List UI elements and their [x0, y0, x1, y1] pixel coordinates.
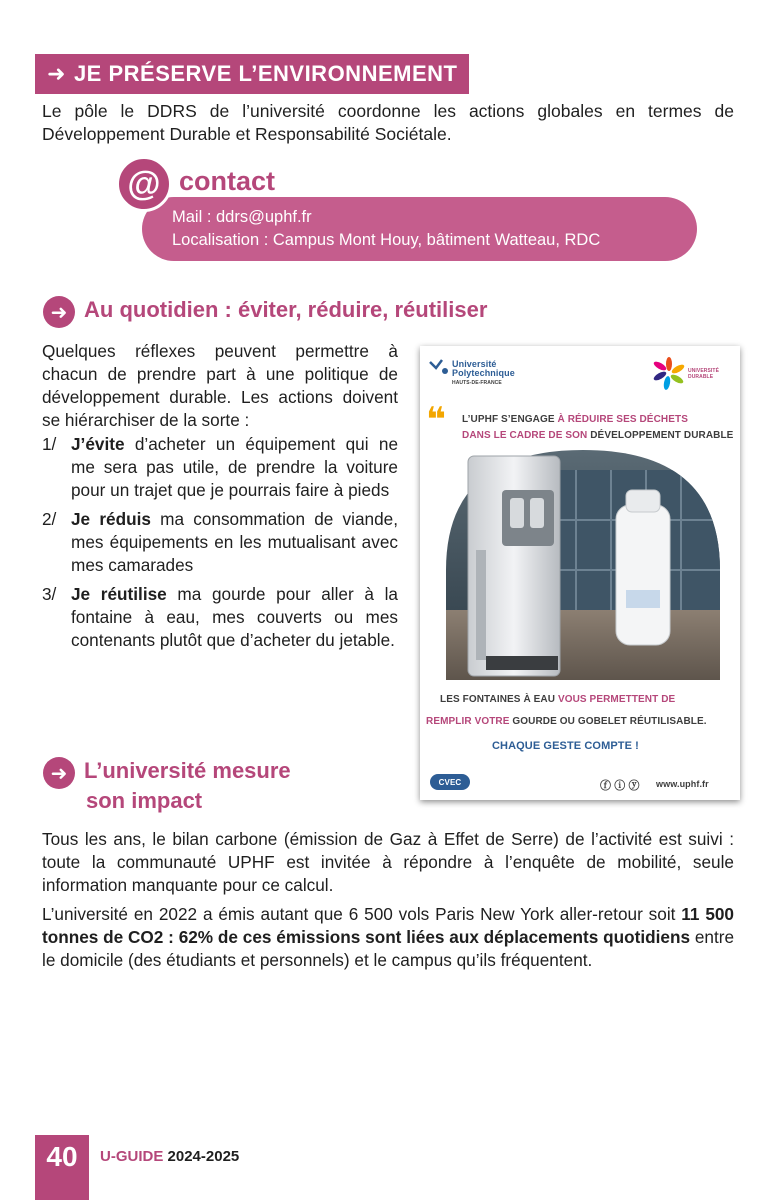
poster-bottom-2: REMPLIR VOTRE GOURDE OU GOBELET RÉUTILISABLE.: [426, 716, 707, 727]
flower-logo-icon: [652, 356, 686, 390]
list-number: 3/: [42, 584, 57, 604]
contact-location: Localisation : Campus Mont Houy, bâtiment Watteau, RDC: [172, 231, 601, 249]
impact-highlight: 11 500 tonnes de CO2 : 62% de ces émissions sont liées aux déplacements quotidiens: [42, 904, 734, 947]
list-item: [42, 583, 398, 652]
page-number: 40: [35, 1135, 89, 1200]
action-list: [42, 433, 398, 658]
at-icon: @: [116, 156, 172, 212]
contact-mail[interactable]: Mail : ddrs@uphf.fr: [172, 208, 312, 226]
quote-icon: ❝: [426, 401, 447, 439]
list-text: d’acheter un équipement qui ne me sera pas utile, de prendre la voiture pour un trajet que je pourrais faire à pieds: [71, 434, 398, 500]
fountain-photo: [446, 450, 720, 680]
cvec-badge: CVEC: [430, 774, 470, 790]
impact-paragraph-1: Tous les ans, le bilan carbone (émission de Gaz à Effet de Serre) de l’activité est suivi : toute la communauté UPHF est invitée à répondre à l’enquête de mobilité, seule information manquante pour ce calcul.: [42, 829, 734, 895]
list-number: 1/: [42, 434, 57, 454]
poster-headline-2: DANS LE CADRE DE SON DÉVELOPPEMENT DURABLE: [462, 430, 734, 441]
poster-bottom-1: LES FONTAINES À EAU VOUS PERMETTENT DE: [440, 694, 676, 705]
section-title-impact-1: L’université mesure: [84, 758, 291, 783]
arrow-circle-icon: ➜: [43, 757, 75, 789]
list-keyword: Je réutilise: [71, 584, 167, 604]
impact-paragraph-2: L’université en 2022 a émis autant que 6 500 vols Paris New York aller-retour soit 11 500 tonnes de CO2 : 62% de ces émissions sont liées aux déplacements quotidiens entre le domicile (des étudiants et personnels) et le campus qu’ils fréquentent.: [42, 904, 735, 970]
section-daily-intro: Quelques réflexes peuvent permettre à chacun de prendre part à une politique de développement durable. Les actions doivent se hiérarchiser de la sorte :: [42, 341, 398, 430]
list-text: ma gourde pour aller à la fontaine à eau, mes couverts ou mes contenants plutôt que d’acheter du jetable.: [71, 584, 398, 650]
university-logo-subtext: HAUTS-DE-FRANCE: [452, 380, 502, 386]
banner-title: JE PRÉSERVE L’ENVIRONNEMENT: [73, 61, 458, 86]
list-number: 2/: [42, 509, 57, 529]
university-logo-icon: [428, 358, 450, 376]
arrow-right-icon: ➜: [47, 61, 66, 86]
arrow-circle-icon: ➜: [43, 296, 75, 328]
water-fountain-poster: [420, 346, 740, 800]
poster-headline-1: L’UPHF S’ENGAGE À RÉDUIRE SES DÉCHETS: [462, 414, 688, 425]
university-logo-text: Université Polytechnique: [452, 359, 515, 378]
section-title-daily: Au quotidien : éviter, réduire, réutiliser: [84, 297, 488, 322]
durable-logo-text: UNIVERSITÉ DURABLE: [688, 368, 720, 380]
section-banner: [35, 54, 469, 94]
list-keyword: Je réduis: [71, 509, 151, 529]
intro-text: Le pôle le DDRS de l’université coordonne les actions globales en termes de Développement Durable et Responsabilité Sociétale.: [42, 101, 734, 144]
poster-slogan: CHAQUE GESTE COMPTE !: [492, 740, 639, 752]
section-title-impact-2: son impact: [86, 788, 203, 813]
list-text: ma consommation de viande, mes équipements en les mutualisant avec mes camarades: [71, 509, 398, 575]
poster-url[interactable]: www.uphf.fr: [656, 779, 709, 789]
social-icons: ⓕ ⓘ ⓨ: [600, 780, 640, 792]
contact-title: contact: [179, 166, 276, 196]
contact-panel: [142, 197, 697, 261]
list-keyword: J’évite: [71, 434, 125, 454]
footer-guide: U-GUIDE 2024-2025: [100, 1148, 240, 1165]
list-item: [42, 433, 398, 502]
list-item: [42, 508, 398, 577]
